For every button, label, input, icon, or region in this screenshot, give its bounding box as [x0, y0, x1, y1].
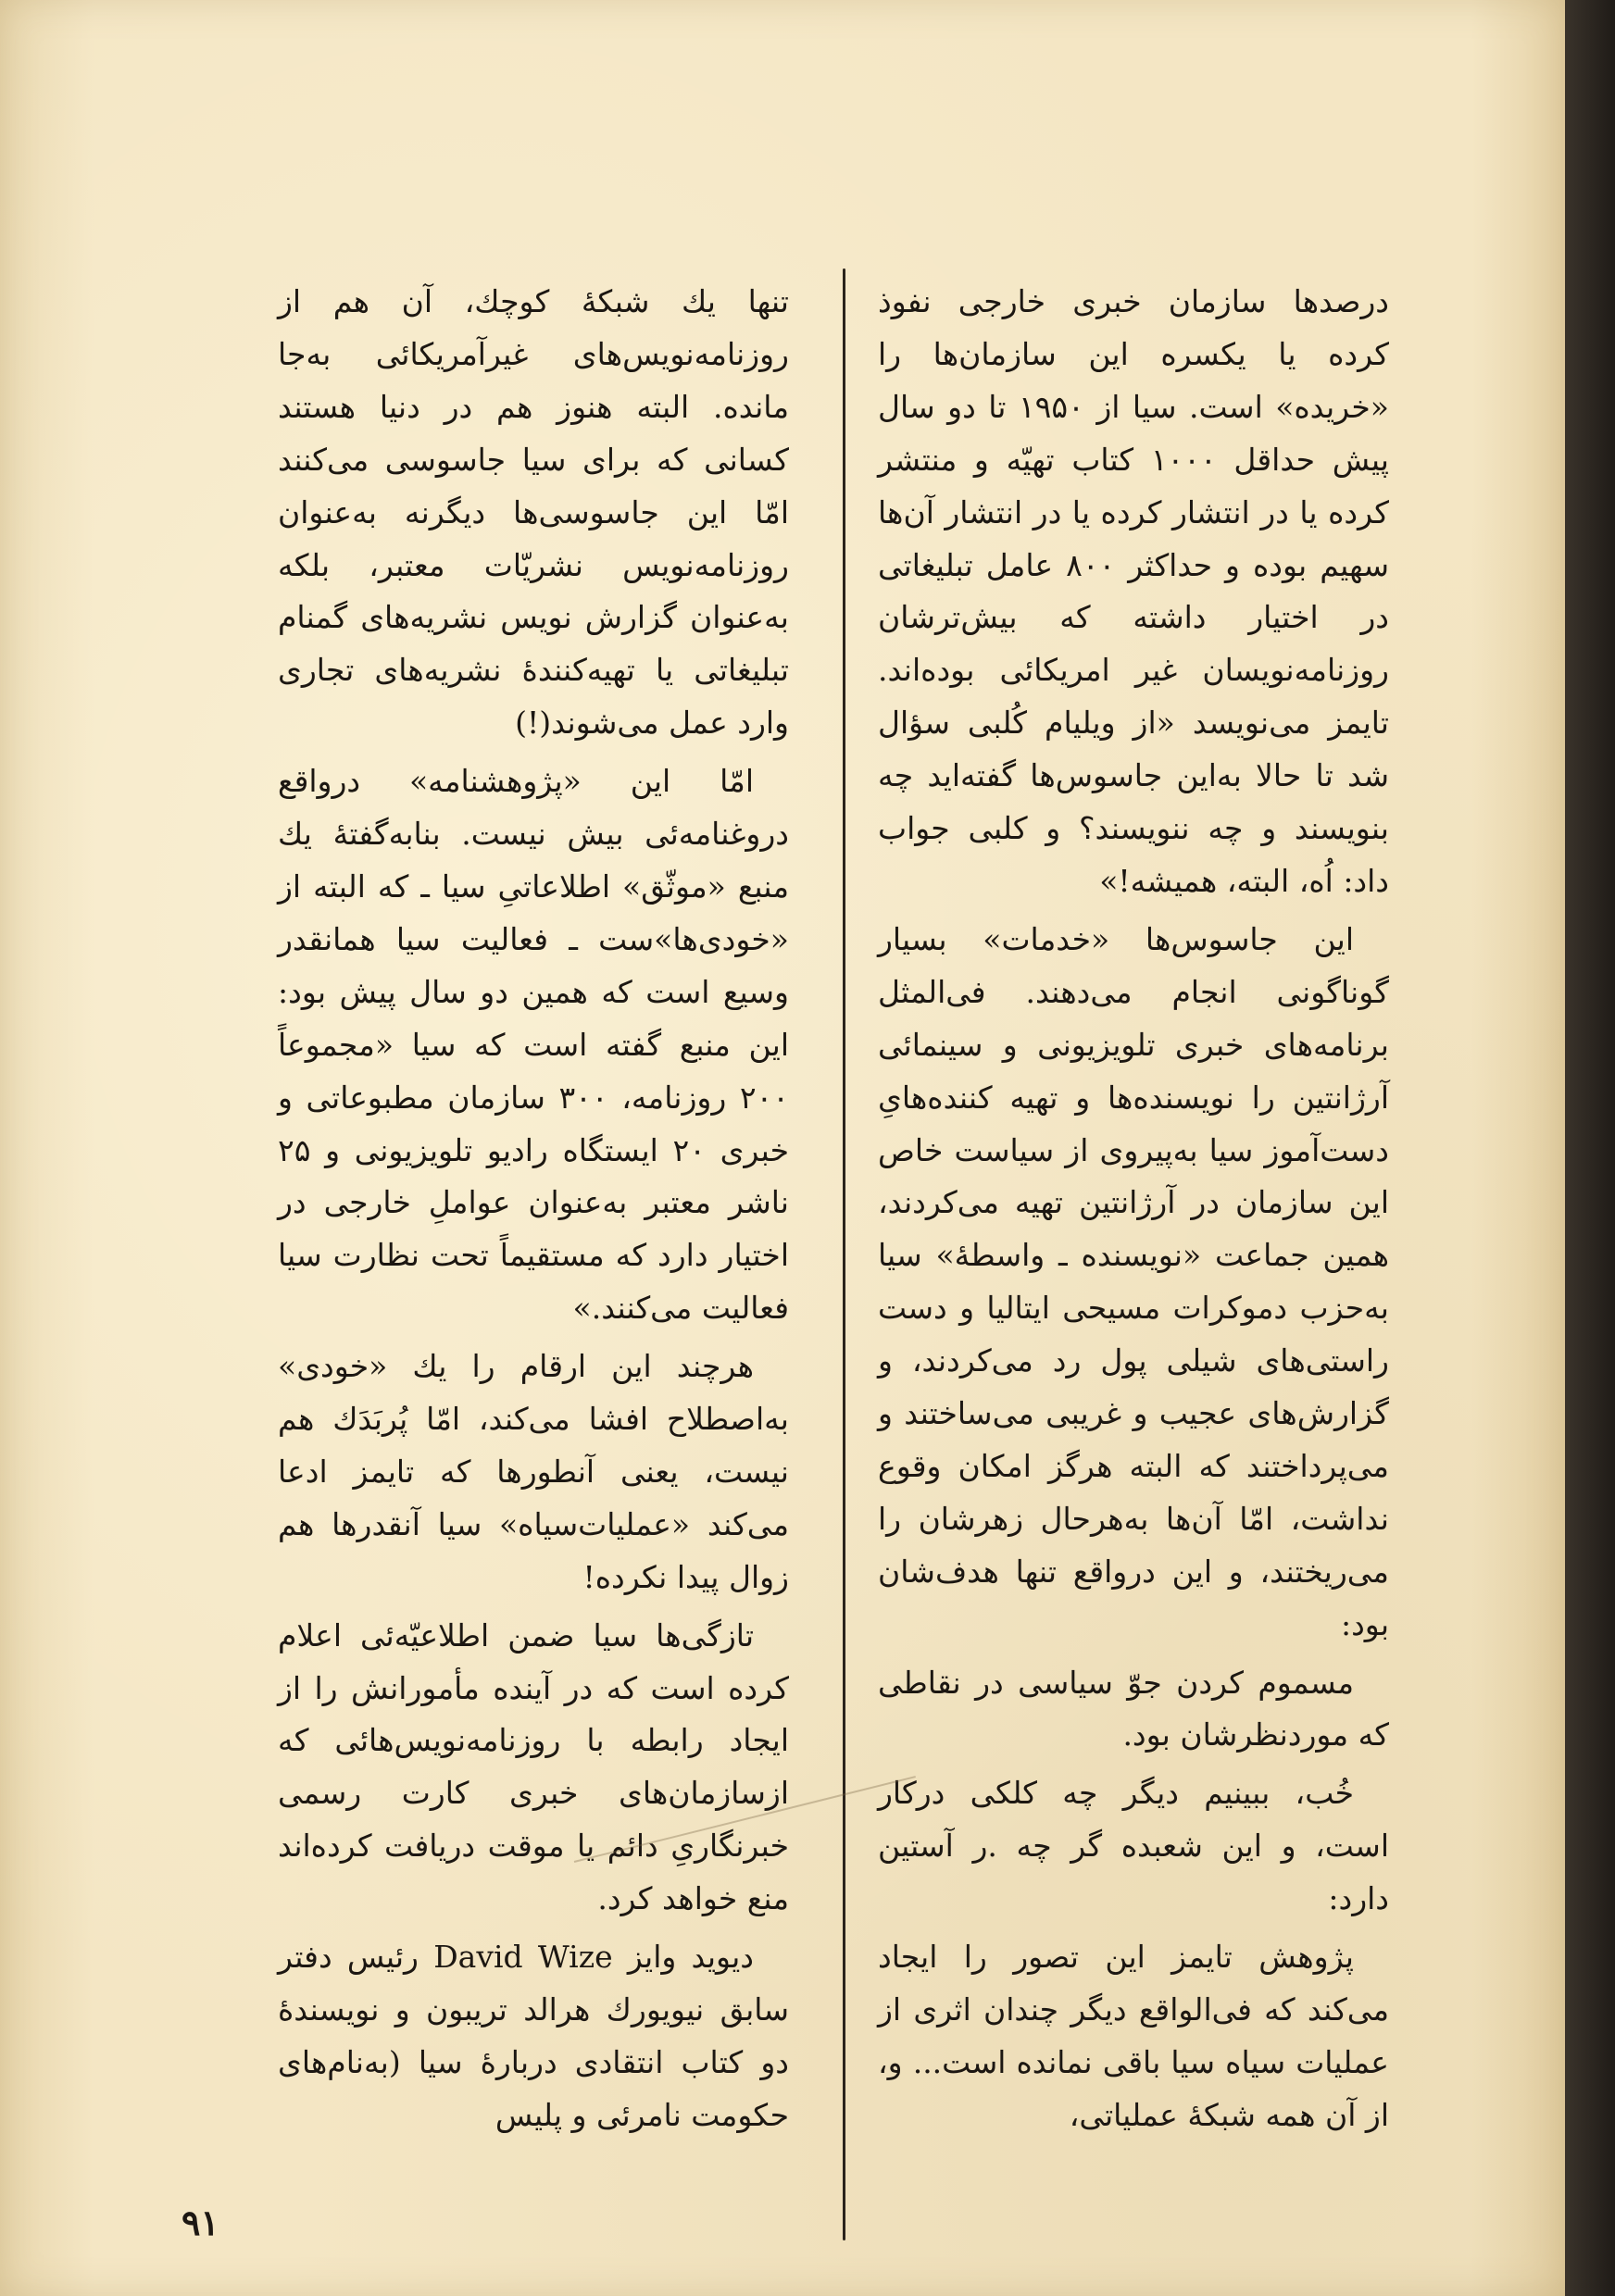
paragraph: دیوید وایز David Wize رئیس دفتر سابق نیویورك هرالد تریبون و نویسندهٔ دو کتاب انتقادی دربارهٔ سیا (به‌نام‌های حکومت نامرئی و پلیس: [278, 1939, 789, 2133]
paragraph: این جاسوس‌ها «خدمات» بسیار گوناگونی انجام می‌دهند. فی‌المثل برنامه‌های خبری تلویزیونی و سینمائی آرژانتین را نویسنده‌ها و تهیه کننده‌هایِ دست‌آموز سیا به‌پیروی از سیاست خاص این سازمان در آرژانتین تهیه می‌کردند، همین جماعت «نویسنده ـ واسطهٔ» سیا به‌حزب دموکرات مسیحی ایتالیا و دست راستی‌های شیلی پول رد می‌کردند، و گزارش‌های عجیب و غریبی می‌ساختند و می‌پرداختند که البته هرگز امکان وقوع نداشت، امّا آن‌ها به‌هرحال زهرشان را می‌ریختند، و این درواقع تنها هدف‌شان بود:: [878, 920, 1389, 1642]
paragraph: هرچند این ارقام را یك «خودی» به‌اصطلاح افشا می‌کند، امّا پُربَدَك هم نیست، یعنی آنطورها که تایمز ادعا می‌کند «عملیات‌سیاه» سیا آنقدرها هم زوال پیدا نکرده!: [278, 1348, 789, 1595]
paragraph: تنها یك شبکهٔ کوچك، آن هم از روزنامه‌نویس‌های غیرآمریکائی به‌جا مانده. البته هنوز هم در دنیا هستند کسانی که برای سیا جاسوسی می‌کنند امّا این جاسوسی‌ها دیگرنه به‌عنوان روزنامه‌نویس نشریّات معتبر، بلکه به‌عنوان گزارش نویس نشریه‌های گمنام تبلیغاتی یا تهیه‌کنندهٔ نشریه‌های تجاری وارد عمل می‌شوند(!): [278, 283, 789, 742]
scan-edge: [1565, 0, 1615, 2296]
right-column: [878, 276, 1389, 2142]
page-number: ۹۱: [182, 2202, 219, 2243]
paragraph: درصدها سازمان خبری خارجی نفوذ کرده یا یکسره این سازمان‌ها را «خریده» است. سیا از ۱۹۵۰ تا دو سال پیش حداقل ۱۰۰۰ کتاب تهیّه و منتشر کرده یا در انتشار کرده یا در انتشار آن‌ها سهیم بوده و حداکثر ۸۰۰ عامل تبلیغاتی در اختیار داشته که بیش‌ترشان روزنامه‌نویسان غیر امریکائی بوده‌اند. تایمز می‌نویسد «از ویلیام کُلبی سؤال شد تا حالا به‌این جاسوس‌ها گفته‌اید چه بنویسند و چه ننویسند؟ و کلبی جواب داد: اُه، البته، همیشه!»: [878, 283, 1389, 899]
column-divider: [843, 268, 845, 2240]
left-column: [278, 276, 789, 2142]
paragraph: تازگی‌ها سیا ضمن اطلاعیّه‌ئی اعلام کرده است که در آینده مأمورانش را از ایجاد رابطه با روزنامه‌نویس‌هائی که ازسازمان‌های خبری کارت رسمی خبرنگاریِ دائم یا موقت دریافت کرده‌اند منع خواهد کرد.: [278, 1616, 789, 1917]
paragraph: خُب، ببینیم دیگر چه کلکی درکار است، و این شعبده گر چه .ر آستین دارد:: [878, 1775, 1389, 1917]
paragraph: امّا این «پژوهشنامه» درواقع دروغنامه‌ئی بیش نیست. بنابه‌گفتهٔ یك منبع «موثّق» اطلاعاتیِ سیا ـ که البته از «خودی‌ها»ست ـ فعالیت سیا همانقدر وسیع است که همین دو سال پیش بود: این منبع گفته است که سیا «مجموعاً ۲۰۰ روزنامه، ۳۰۰ سازمان مطبوعاتی و خبری ۲۰ ایستگاه رادیو تلویزیونی و ۲۵ ناشر معتبر به‌عنوان عواملِ خارجی در اختیار دارد که مستقیماً تحت نظارت سیا فعالیت می‌کنند.»: [278, 763, 790, 1327]
paragraph: پژوهش تایمز این تصور را ایجاد می‌کند که فی‌الواقع دیگر چندان اثری از عملیات سیاه سیا باقی نمانده است... و، از آن همه شبکهٔ عملیاتی،: [878, 1939, 1389, 2133]
paragraph: مسموم کردن جوّ سیاسی در نقاطی که موردنظرشان بود.: [878, 1664, 1389, 1753]
